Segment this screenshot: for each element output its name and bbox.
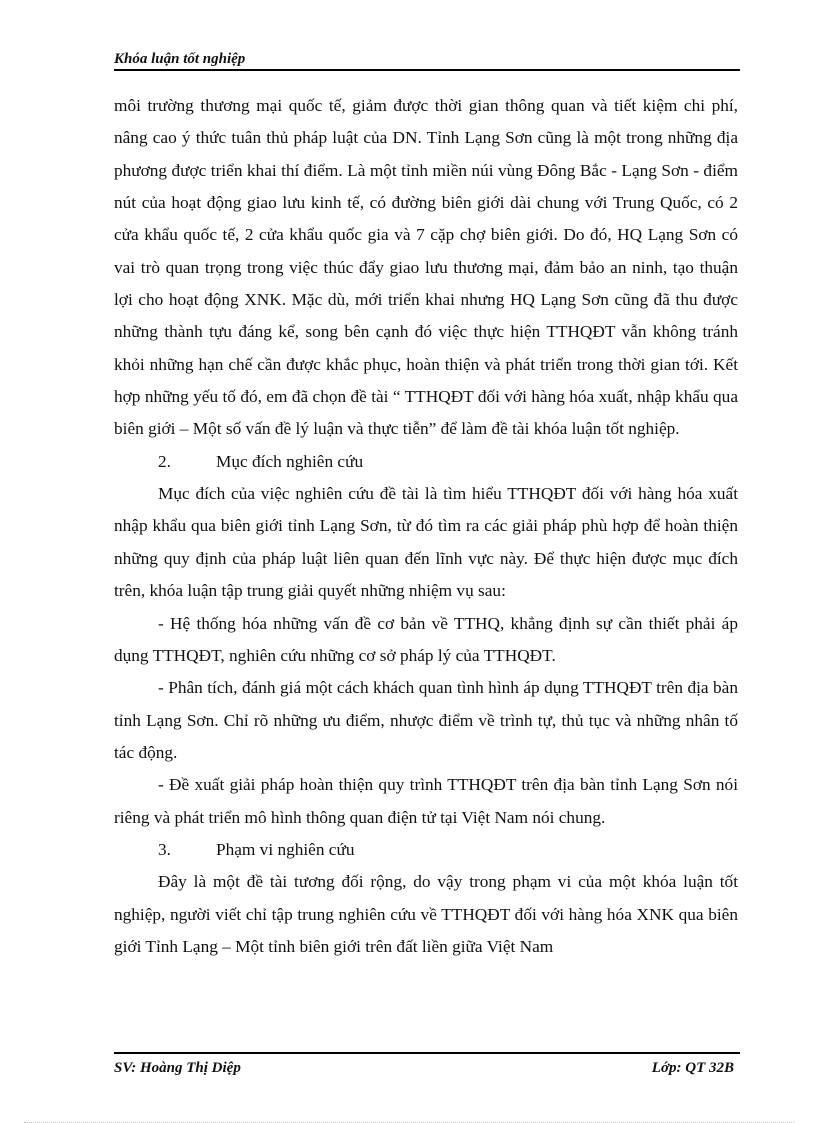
header-divider (114, 69, 740, 71)
paragraph-intro-continuation: môi trường thương mại quốc tế, giảm được thời gian thông quan và tiết kiệm chi phí, nâng cao ý thức tuân thủ pháp luật của DN. Tỉnh Lạng Sơn cũng là một trong những địa phương được triển khai thí điểm. Là một tỉnh miền núi vùng Đông Bắc - Lạng Sơn - điểm nút của hoạt động giao lưu kinh tế, có đường biên giới dài chung với Trung Quốc, có 2 cửa khẩu quốc tế, 2 cửa khẩu quốc gia và 7 cặp chợ biên giới. Do đó, HQ Lạng Sơn có vai trò quan trọng trong việc thúc đẩy giao lưu thương mại, đảm bảo an ninh, tạo thuận lợi cho hoạt động XNK. Mặc dù, mới triển khai nhưng HQ Lạng Sơn cũng đã thu được những thành tựu đáng kể, song bên cạnh đó việc thực hiện TTHQĐT vẫn không tránh khỏi những hạn chế cần được khắc phục, hoàn thiện và phát triển trong thời gian tới. Kết hợp những yếu tố đó, em đã chọn đề tài “ TTHQĐT đối với hàng hóa xuất, nhập khẩu qua biên giới – Một số vấn đề lý luận và thực tiễn” để làm đề tài khóa luận tốt nghiệp. (114, 96, 738, 439)
section-title: Mục đích nghiên cứu (216, 451, 364, 471)
page-header (114, 50, 740, 68)
section-title: Phạm vi nghiên cứu (216, 839, 355, 859)
bullet-item: - Đề xuất giải pháp hoàn thiện quy trình TTHQĐT trên địa bàn tỉnh Lạng Sơn nói riêng và phát triển mô hình thông quan điện tử tại Việt Nam nói chung. (114, 775, 738, 827)
footer-class: Lớp: QT 32B (651, 1060, 734, 1076)
footer-student-name: SV: Hoàng Thị Diệp (114, 1060, 241, 1076)
bullet-item: - Hệ thống hóa những vấn đề cơ bản về TTHQ, khẳng định sự cần thiết phải áp dụng TTHQĐT, nghiên cứu những cơ sở pháp lý của TTHQĐT. (114, 613, 738, 665)
bullet-item: - Phân tích, đánh giá một cách khách quan tình hình áp dụng TTHQĐT trên địa bàn tỉnh Lạng Sơn. Chỉ rõ những ưu điểm, nhược điểm về trình tự, thủ tục và những nhân tố tác động. (114, 678, 738, 762)
paragraph-scope: Đây là một đề tài tương đối rộng, do vậy trong phạm vi của một khóa luận tốt nghiệp, người viết chỉ tập trung nghiên cứu về TTHQĐT đối với hàng hóa XNK qua biên giới Tỉnh Lạng – Một tỉnh biên giới trên đất liền giữa Việt Nam (114, 872, 738, 956)
section-heading-scope (114, 834, 738, 866)
section-number: 2. (158, 451, 171, 471)
section-heading-purpose (114, 446, 738, 478)
section-number: 3. (158, 839, 171, 859)
document-body (114, 90, 738, 963)
header-title: Khóa luận tốt nghiệp (114, 51, 246, 67)
page-footer (114, 1052, 740, 1077)
paragraph-purpose: Mục đích của việc nghiên cứu đề tài là tìm hiểu TTHQĐT đối với hàng hóa xuất nhập khẩu qua biên giới tỉnh Lạng Sơn, từ đó tìm ra các giải pháp phù hợp để hoàn thiện những quy định của pháp luật liên quan đến lĩnh vực này. Để thực hiện được mục đích trên, khóa luận tập trung giải quyết những nhiệm vụ sau: (114, 484, 738, 601)
footer-divider (114, 1052, 740, 1054)
